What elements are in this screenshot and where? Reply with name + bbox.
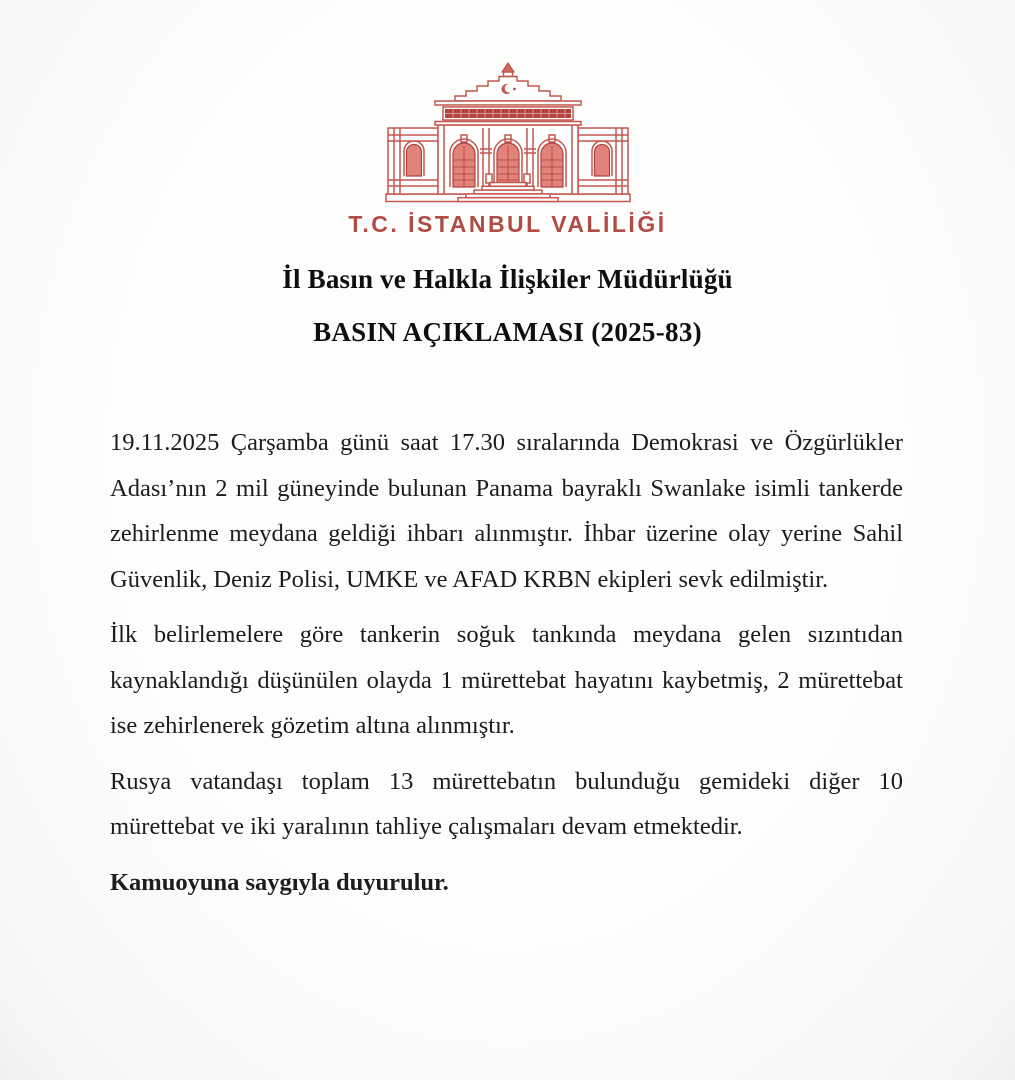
paragraph-incident-report: 19.11.2025 Çarşamba günü saat 17.30 sıralarında Demokrasi ve Özgürlükler Adası’nın 2 mil güneyinde bulunan Panama bayraklı Swanlake isimli tankerde zehirlenme meydana geldiği ihbarı alınmıştır. İhbar üzerine olay yerine Sahil Güvenlik, Deniz Polisi, UMKE ve AFAD KRBN ekipleri sevk edilmiştir. <box>110 429 903 593</box>
paragraph-initial-findings: İlk belirlemelere göre tankerin soğuk tankında meydana gelen sızıntıdan kaynaklandığı düşünülen olayda 1 mürettebat hayatını kaybetmiş, 2 mürettebat ise zehirlenerek gözetim altına alınmıştır. <box>110 621 903 739</box>
document-header <box>0 0 1015 348</box>
document-body <box>110 420 903 905</box>
istanbul-valiligi-building-logo-icon <box>382 56 634 206</box>
paragraph-crew-evacuation: Rusya vatandaşı toplam 13 mürettebatın bulunduğu gemideki diğer 10 mürettebat ve iki yaralının tahliye çalışmaları devam etmektedir. <box>110 767 903 840</box>
department-heading: İl Basın ve Halkla İlişkiler Müdürlüğü <box>282 264 733 294</box>
closing-statement: Kamuoyuna saygıyla duyurulur. <box>110 868 449 896</box>
logo-caption: T.C. İSTANBUL VALİLİĞİ <box>348 211 667 237</box>
press-release-title: BASIN AÇIKLAMASI (2025-83) <box>313 317 702 347</box>
